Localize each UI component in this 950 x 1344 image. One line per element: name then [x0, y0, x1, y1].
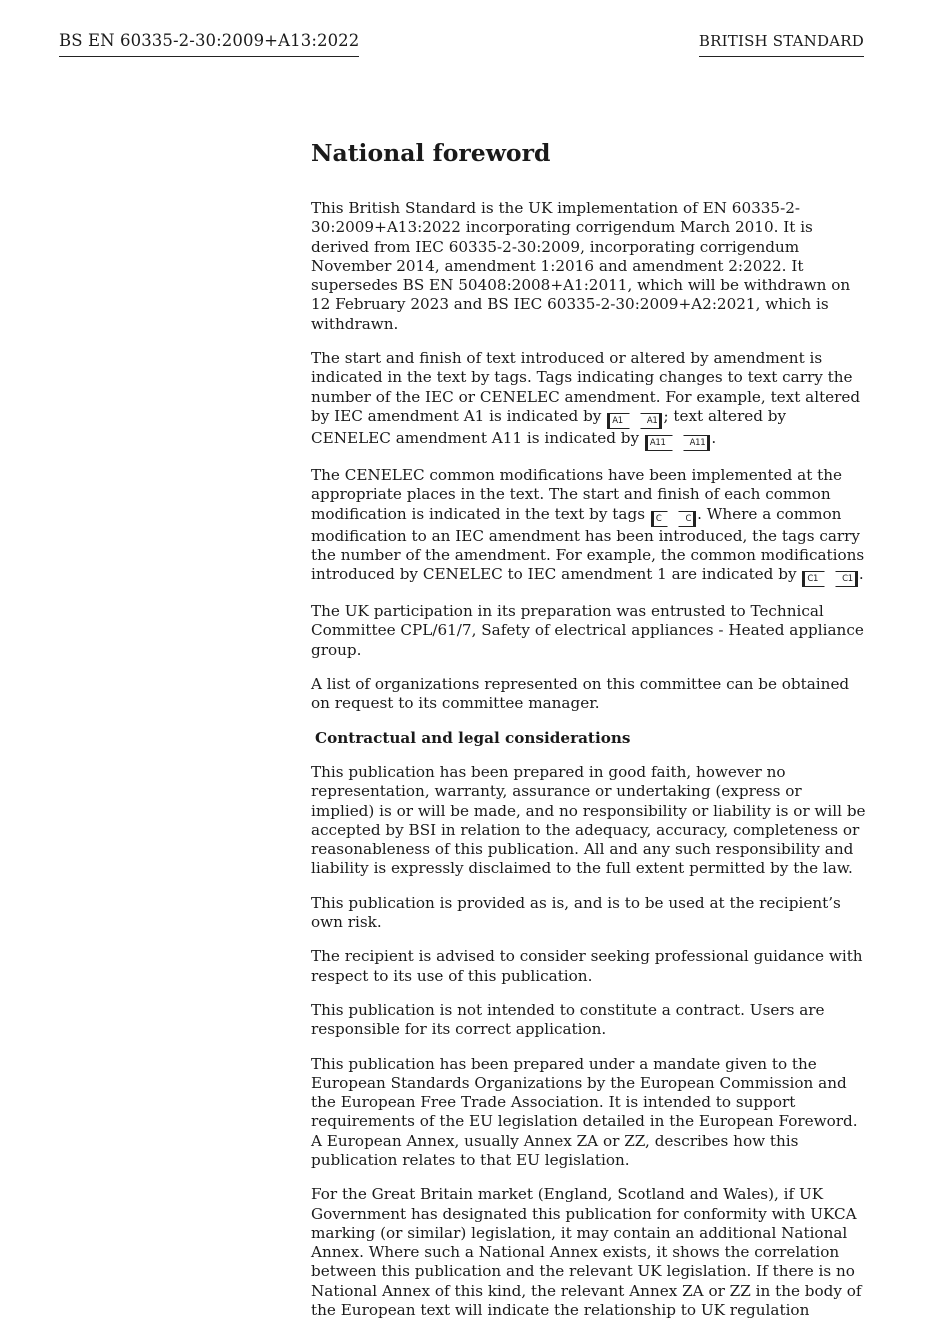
tag-close-c: C [678, 511, 696, 527]
series-label: BRITISH STANDARD [699, 31, 864, 57]
text-segment: The start and finish of text introduced or altered by amendment is indicated in the text by tags. Tags indicating changes to text carry the number of the IEC or CENELEC amendment. For example, text altered by IEC amendment A1 is indicated by [311, 349, 861, 425]
section-heading-contractual: Contractual and legal considerations [315, 728, 631, 747]
paragraph-professional-guidance: The recipient is advised to consider seeking professional guidance with respect to its use of this publication. [311, 947, 863, 985]
paragraph-amendment-tags [311, 349, 867, 451]
paragraph-gb-market: For the Great Britain market (England, Scotland and Wales), if UK Government has designated this publication for conformity with UKCA marking (or similar) legislation, it may contain an additional National Annex. Where such a National Annex exists, it shows the correlation between this publication and the relevant UK legislation. If there is no National Annex of this kind, the relevant Annex ZA or ZZ in the body of the European text will indicate the relationship to UK regulation [311, 1185, 862, 1320]
text-segment: The CENELEC common modifications have been implemented at the appropriate places in the text. The start and finish of each common modification is indicated in the text by tags [311, 465, 842, 523]
paragraph-good-faith: This publication has been prepared in good faith, however no representation, warranty, assurance or undertaking (express or implied) is or will be made, and no responsibility or liability is or will be accepted by BSI in relation to the adequacy, accuracy, completeness or reasonableness of this publication. All and any such responsibility and liability is expressly disclaimed to the full extent permitted by the law. [311, 762, 866, 878]
page-title: National foreword [311, 139, 551, 167]
text-segment: ; text altered by CENELEC amendment A11 is indicated by [311, 406, 787, 447]
text-segment: . [858, 565, 864, 584]
paragraph-common-modifications [311, 466, 867, 587]
paragraph-uk-participation: The UK participation in its preparation was entrusted to Technical Committee CPL/61/7, Safety of electrical appliances - Heated appliance group. [311, 602, 864, 659]
tag-close-a11: A11 [683, 435, 711, 451]
document-id: BS EN 60335-2-30:2009+A13:2022 [59, 31, 359, 57]
main-content [311, 138, 867, 1335]
tag-close-a1: A1 [640, 413, 663, 429]
paragraph-implementation: This British Standard is the UK implementation of EN 60335-2-30:2009+A13:2022 incorporating corrigendum March 2010. It is derived from IEC 60335-2-30:2009, incorporating corrigendum November 2014, amendment 1:2016 and amendment 2:2022. It supersedes BS EN 50408:2008+A1:2011, which will be withdrawn on 12 February 2023 and BS IEC 60335-2-30:2009+A2:2021, which is withdrawn. [311, 199, 851, 333]
tag-open-a11: A11 [645, 435, 673, 451]
text-segment: . Where a common modification to an IEC amendment has been introduced, the tags carry the number of the amendment. For example, the common modifications introduced by CENELEC to IEC amendment 1 are indicated by [311, 504, 865, 584]
tag-close-c1: C1 [835, 571, 858, 587]
tag-open-c1: C1 [802, 571, 825, 587]
tag-open-c: C [651, 511, 669, 527]
tag-open-a1: A1 [607, 413, 630, 429]
paragraph-not-contract: This publication is not intended to constitute a contract. Users are responsible for its correct application. [311, 1000, 825, 1039]
paragraph-as-is: This publication is provided as is, and is to be used at the recipient’s own risk. [311, 893, 841, 932]
text-segment: . [711, 428, 717, 447]
paragraph-mandate: This publication has been prepared under a mandate given to the European Standards Organizations by the European Commission and the European Free Trade Association. It is intended to support requirements of the EU legislation detailed in the European Foreword. A European Annex, usually Annex ZA or ZZ, describes how this publication relates to that EU legislation. [311, 1054, 858, 1169]
paragraph-committee-list: A list of organizations represented on this committee can be obtained on request to its committee manager. [311, 675, 850, 713]
